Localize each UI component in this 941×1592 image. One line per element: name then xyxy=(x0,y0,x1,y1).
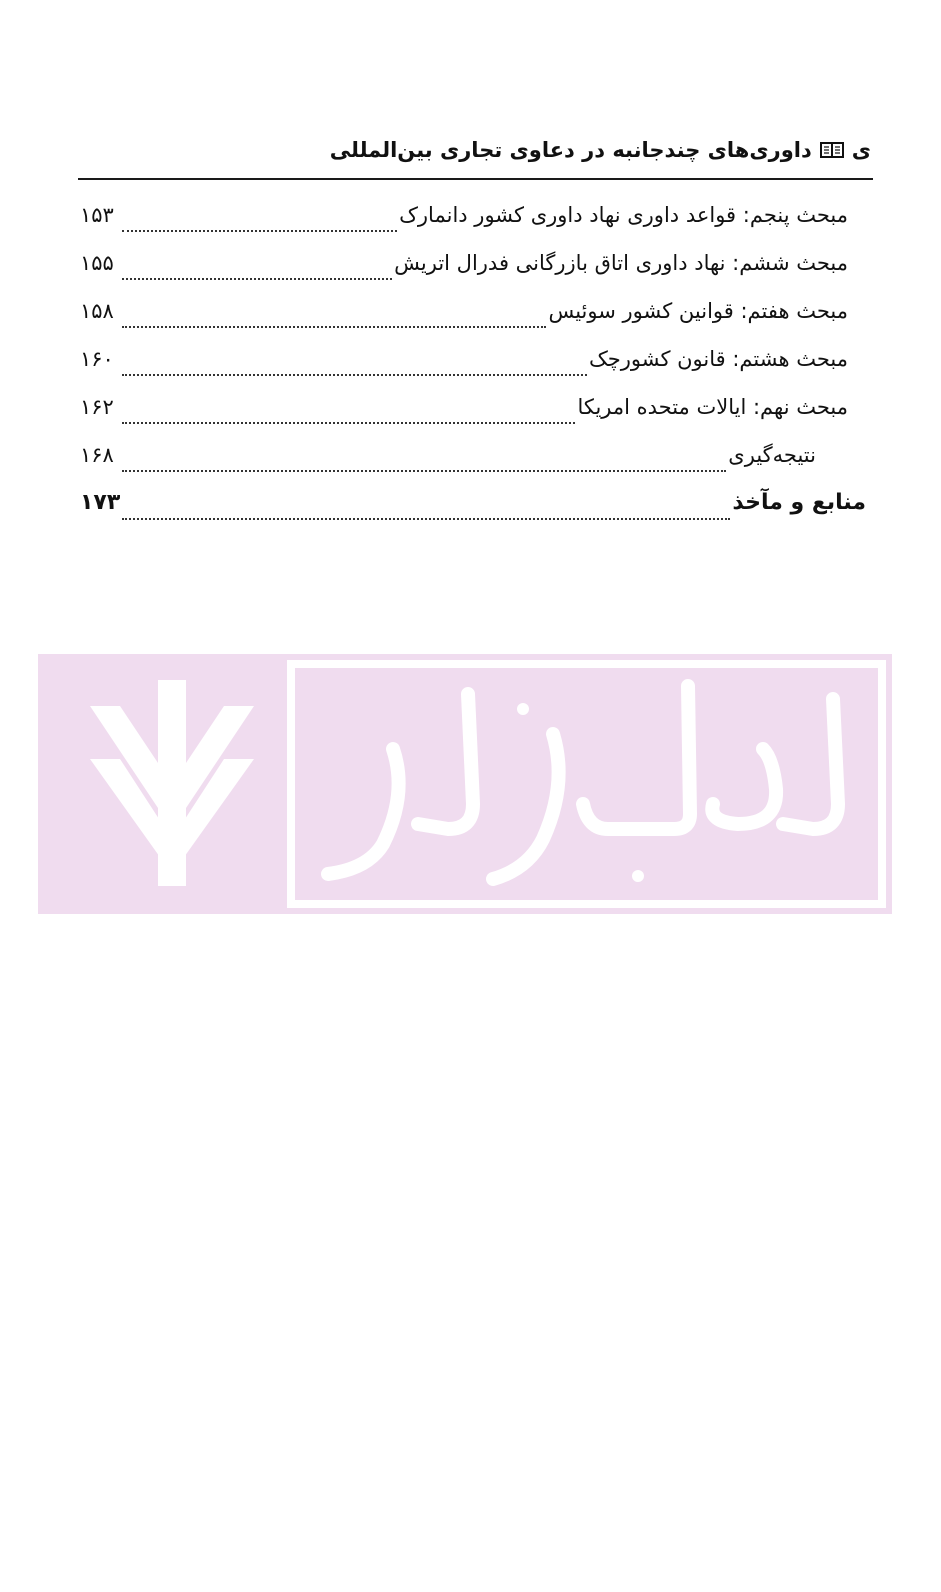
publisher-watermark xyxy=(38,654,892,914)
dot-leader xyxy=(122,230,397,232)
running-header xyxy=(78,128,873,180)
toc-entry xyxy=(80,342,848,390)
toc-entry-page: ۱۶۰ xyxy=(80,347,114,371)
toc-entry-title: مبحث نهم: ایالات متحده امریکا xyxy=(577,395,848,419)
toc-entry xyxy=(80,198,848,246)
toc-entry-title: مبحث هشتم: قانون کشورچک xyxy=(588,347,848,371)
dot-leader xyxy=(122,518,730,520)
book-title: داوری‌های چندجانبه در دعاوی تجاری بین‌المللی xyxy=(329,138,812,162)
dot-leader xyxy=(122,374,587,376)
table-of-contents xyxy=(80,198,866,534)
toc-entry-title: منابع و مآخذ xyxy=(732,490,866,515)
toc-entry-title: نتیجه‌گیری xyxy=(728,443,816,467)
toc-entry-references xyxy=(80,486,866,534)
toc-entry xyxy=(80,390,848,438)
toc-entry-page: ۱۶۲ xyxy=(80,395,114,419)
page-number-letter: ی xyxy=(851,138,871,162)
dot-leader xyxy=(122,422,575,424)
toc-entry xyxy=(80,294,848,342)
toc-entry-page: ۱۷۳ xyxy=(80,490,121,515)
dot-leader xyxy=(122,326,546,328)
toc-entry-title: مبحث ششم: نهاد داوری اتاق بازرگانی فدرال اتریش xyxy=(394,251,848,275)
toc-entry xyxy=(80,246,848,294)
toc-entry-title: مبحث هفتم: قوانین کشور سوئیس xyxy=(548,299,848,323)
book-icon xyxy=(820,141,844,159)
running-header-content xyxy=(330,136,871,164)
dot-leader xyxy=(122,470,726,472)
toc-entry-page: ۱۶۸ xyxy=(80,443,114,467)
toc-entry-conclusion xyxy=(80,438,848,486)
toc-entry-page: ۱۵۵ xyxy=(80,251,114,275)
toc-entry-title: مبحث پنجم: قواعد داوری نهاد داوری کشور دانمارک xyxy=(399,203,848,227)
toc-entry-page: ۱۵۳ xyxy=(80,203,114,227)
dot-leader xyxy=(122,278,392,280)
toc-entry-page: ۱۵۸ xyxy=(80,299,114,323)
